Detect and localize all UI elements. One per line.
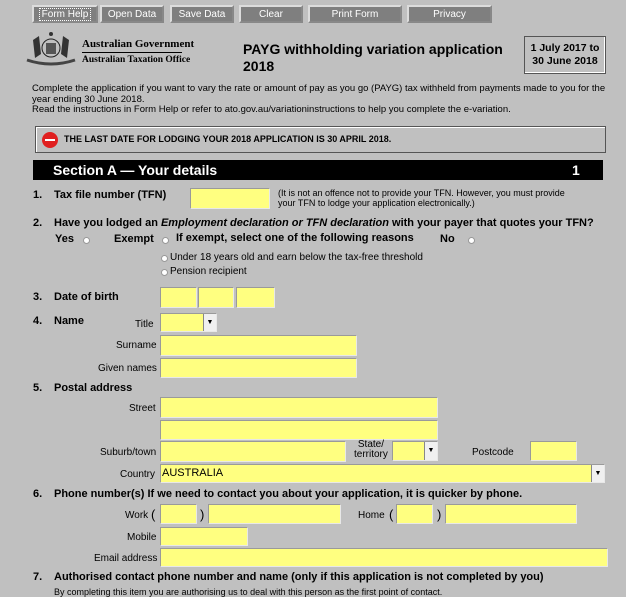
open-data-button[interactable]: Open Data — [100, 5, 164, 23]
email-label: Email address — [94, 553, 158, 564]
under18-radio[interactable] — [161, 255, 168, 262]
divider — [82, 52, 182, 53]
home-label: Home — [358, 510, 385, 521]
paren: ) — [200, 507, 205, 522]
postal-address-label: Postal address — [54, 382, 133, 394]
tfn-input[interactable] — [190, 188, 270, 209]
street-label: Street — [129, 403, 156, 414]
yes-radio[interactable] — [83, 237, 90, 244]
form-help-button[interactable]: Form Help — [32, 5, 98, 23]
q4-number: 4. — [33, 315, 43, 327]
period-box: 1 July 2017 to 30 June 2018 — [524, 36, 606, 74]
q7-number: 7. — [33, 571, 43, 583]
q6-number: 6. — [33, 488, 43, 500]
q1-number: 1. — [33, 189, 43, 201]
home-area-code-input[interactable] — [396, 504, 433, 524]
work-label: Work — [125, 510, 149, 521]
yes-label: Yes — [55, 233, 74, 245]
exempt-prompt: If exempt, select one of the following reasons — [176, 232, 414, 244]
chevron-down-icon[interactable]: ▼ — [424, 442, 437, 460]
no-entry-icon — [42, 132, 58, 148]
dob-month-input[interactable] — [198, 287, 234, 308]
q2-label: Have you lodged an Employment declaration or TFN declaration with your payer that quotes your TFN? — [54, 217, 594, 229]
alert-box — [35, 126, 606, 153]
alert-text: THE LAST DATE FOR LODGING YOUR 2018 APPLICATION IS 30 APRIL 2018. — [64, 134, 392, 144]
given-names-input[interactable] — [160, 358, 357, 378]
chevron-down-icon[interactable]: ▼ — [203, 314, 216, 331]
surname-label: Surname — [116, 340, 157, 351]
work-phone-input[interactable] — [208, 504, 341, 524]
exempt-radio[interactable] — [162, 237, 169, 244]
no-label: No — [440, 233, 455, 245]
no-radio[interactable] — [468, 237, 475, 244]
dob-day-input[interactable] — [160, 287, 197, 308]
paren: ( — [151, 507, 156, 522]
postcode-input[interactable] — [530, 441, 577, 461]
q3-number: 3. — [33, 291, 43, 303]
privacy-button[interactable]: Privacy — [407, 5, 492, 23]
authorised-contact-label: Authorised contact phone number and name (only if this application is not completed by you) — [54, 571, 544, 583]
exempt-label: Exempt — [114, 233, 154, 245]
authorised-contact-note: By completing this item you are authorising us to deal with this person as the first point of contact. — [54, 587, 443, 597]
postcode-label: Postcode — [472, 447, 514, 458]
street-input-1[interactable] — [160, 397, 438, 418]
given-names-label: Given names — [98, 363, 157, 374]
email-input[interactable] — [160, 548, 608, 567]
page-title: PAYG withholding variation application 2018 — [243, 41, 503, 74]
tfn-label: Tax file number (TFN) — [54, 189, 167, 201]
suburb-input[interactable] — [160, 441, 346, 462]
tfn-note: (It is not an offence not to provide your TFN. However, you must provide your TFN to lodge your application electronically.) — [278, 188, 565, 208]
state-select[interactable] — [392, 441, 438, 461]
paren: ( — [389, 507, 394, 522]
phone-label: Phone number(s) If we need to contact you about your application, it is quicker by phone. — [54, 488, 523, 500]
title-select[interactable] — [160, 313, 217, 332]
gov-name: Australian Government — [82, 38, 195, 50]
pension-label: Pension recipient — [170, 266, 247, 277]
home-phone-input[interactable] — [445, 504, 577, 524]
work-area-code-input[interactable] — [160, 504, 197, 524]
paren: ) — [437, 507, 442, 522]
dob-year-input[interactable] — [236, 287, 275, 308]
save-data-button[interactable]: Save Data — [170, 5, 234, 23]
q2-number: 2. — [33, 217, 43, 229]
office-name: Australian Taxation Office — [82, 55, 191, 65]
print-form-button[interactable]: Print Form — [308, 5, 402, 23]
pension-radio[interactable] — [161, 269, 168, 276]
intro-text: Complete the application if you want to vary the rate or amount of pay as you go (PAYG) tax withheld from payments made to you for the year ending 30 June 2018. Read the instructions in Form Help or refer to ato.gov.au/variationinstructions to help you complete the e-variation. — [32, 83, 606, 115]
chevron-down-icon[interactable]: ▼ — [591, 465, 604, 482]
street-input-2[interactable] — [160, 420, 438, 440]
surname-input[interactable] — [160, 335, 357, 356]
section-header: Section A — Your details 1 — [33, 160, 603, 180]
title-label: Title — [135, 319, 154, 330]
clear-button[interactable]: Clear — [239, 5, 303, 23]
coat-of-arms-logo — [25, 30, 77, 70]
dob-label: Date of birth — [54, 291, 119, 303]
state-label: State/ territory — [354, 439, 388, 460]
under18-label: Under 18 years old and earn below the tax-free threshold — [170, 252, 423, 263]
mobile-label: Mobile — [127, 532, 157, 543]
suburb-label: Suburb/town — [100, 447, 157, 458]
q5-number: 5. — [33, 382, 43, 394]
mobile-input[interactable] — [160, 527, 248, 546]
country-label: Country — [120, 469, 156, 480]
country-select[interactable]: AUSTRALIA ▼ — [160, 464, 605, 483]
name-label: Name — [54, 315, 84, 327]
